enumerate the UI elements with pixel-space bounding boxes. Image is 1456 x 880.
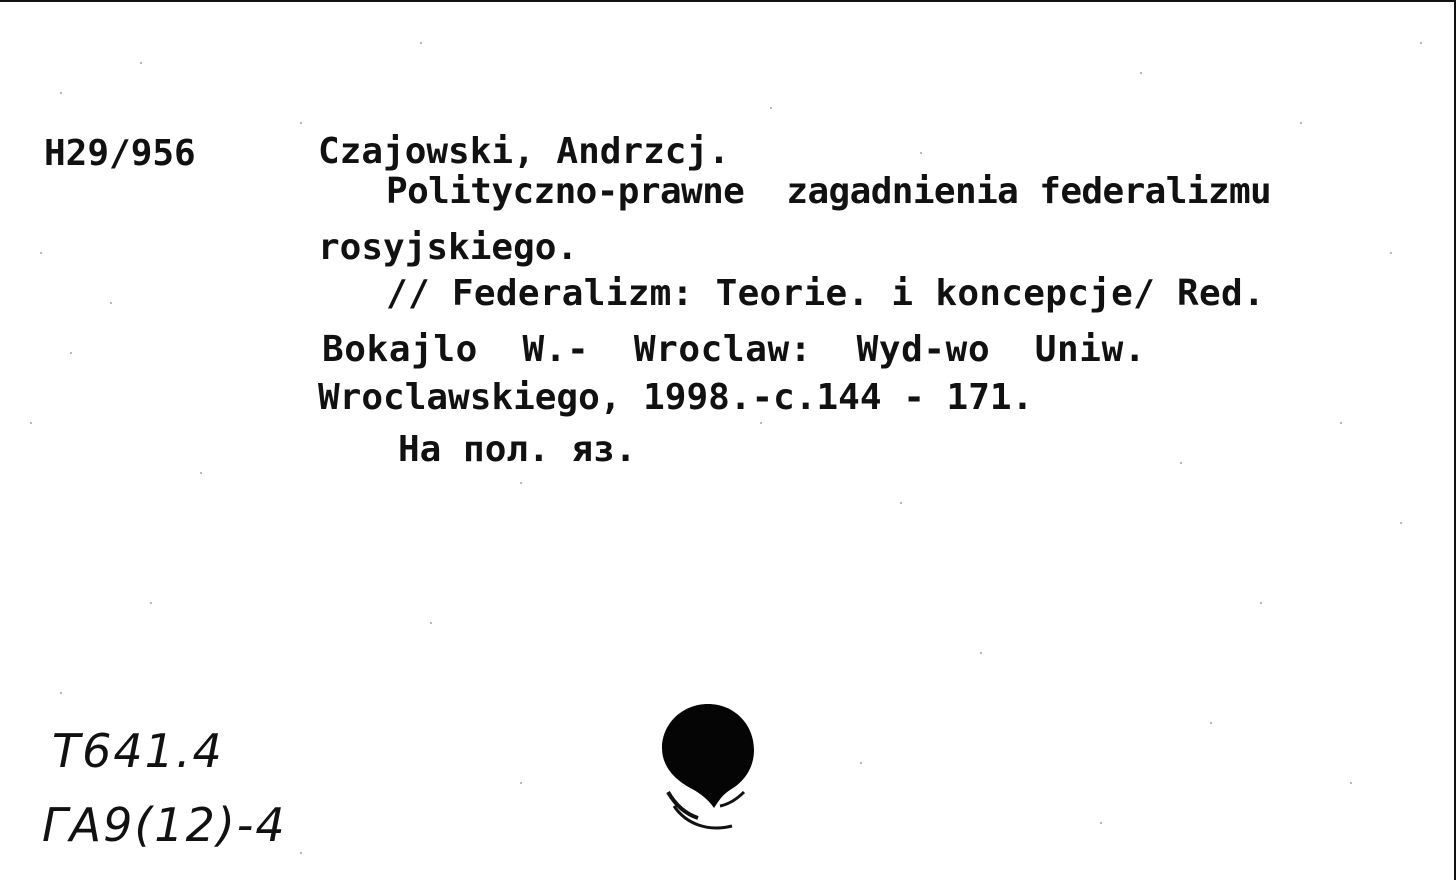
source-line-2: Bokajlo W.- Wroclaw: Wyd-wo Uniw.: [322, 329, 1147, 370]
title-line-1: Polityczno-prawne zagadnienia federalizmu: [386, 171, 1272, 212]
classification-code-1: T641.4: [52, 724, 224, 778]
language-note: На пол. яз.: [398, 429, 637, 470]
punch-hole: [660, 702, 756, 842]
source-line-1: // Federalizm: Teorie. i koncepcje/ Red.: [386, 273, 1265, 314]
call-number: H29/956: [44, 133, 196, 174]
classification-code-2: ГА9(12)-4: [42, 798, 287, 852]
title-line-2: rosyjskiego.: [318, 227, 579, 268]
author-heading: Czajowski, Andrzcj.: [318, 131, 730, 172]
source-line-3: Wroclawskiego, 1998.-c.144 - 171.: [318, 377, 1034, 418]
